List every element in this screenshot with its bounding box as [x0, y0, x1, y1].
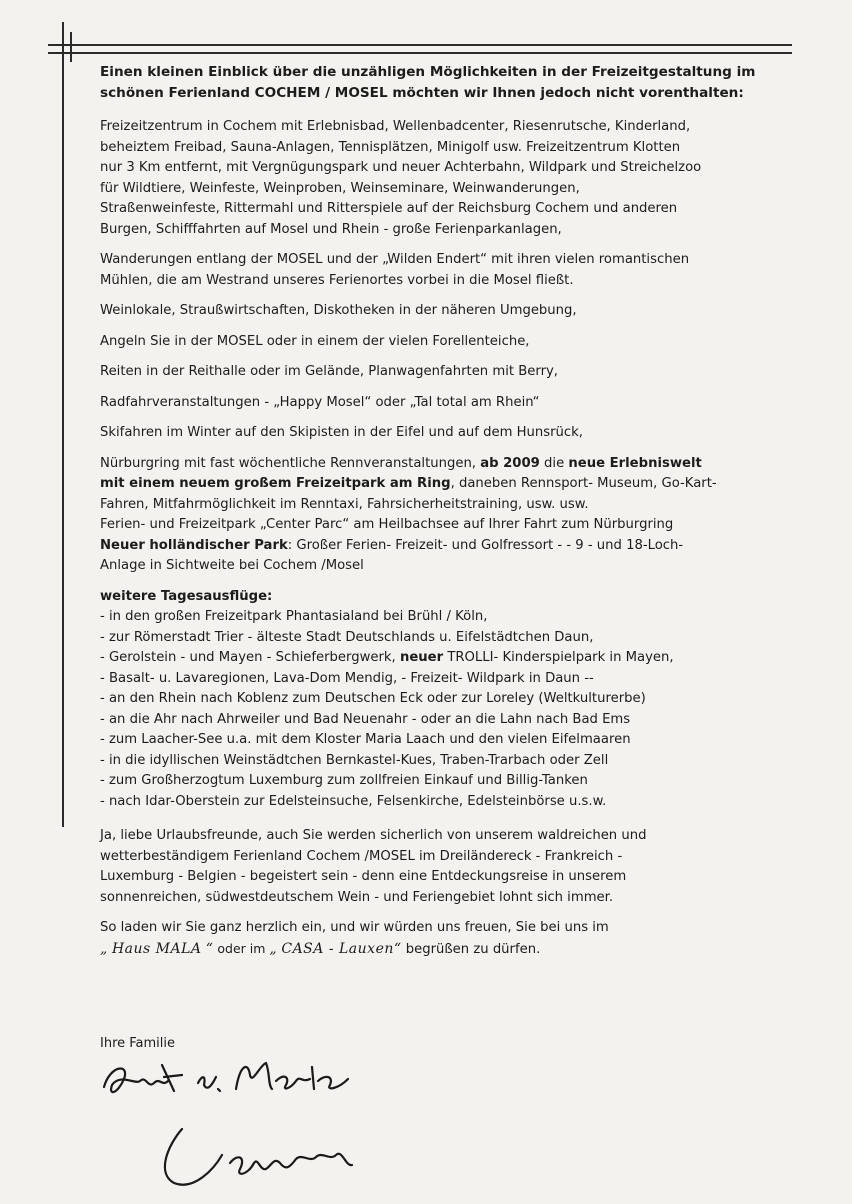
list-item: - zum Laacher-See u.a. mit dem Kloster Maria Laach und den vielen Eifelmaaren: [100, 732, 631, 747]
top-rule: [48, 44, 792, 46]
list-item: - an den Rhein nach Koblenz zum Deutschen Eck oder zur Loreley (Weltkulturerbe): [100, 691, 646, 706]
top-rule-secondary: [48, 52, 792, 54]
list-item: - Basalt- u. Lavaregionen, Lava-Dom Mendig, - Freizeit- Wildpark in Daun --: [100, 670, 594, 686]
list-item: - Gerolstein - und Mayen - Schieferbergwerk, neuer TROLLI- Kinderspielpark in Mayen,: [100, 650, 674, 665]
margin-rule: [62, 22, 64, 827]
signature-label: Ihre Familie: [100, 1036, 176, 1051]
invitation-paragraph: So laden wir Sie ganz herzlich ein, und wir würden uns freuen, Sie bei uns im „ Haus MALA “ oder im „ CASA - Lauxen“ begrüßen zu dürfen.: [100, 920, 609, 957]
list-item: - nach Idar-Oberstein zur Edelsteinsuche, Felsenkirche, Edelsteinbörse u.s.w.: [100, 793, 607, 809]
skiing-line: Skifahren im Winter auf den Skipisten in der Eifel und auf dem Hunsrück,: [100, 425, 583, 440]
hiking-paragraph: Wanderungen entlang der MOSEL und der „Wilden Endert“ mit ihren vielen romantischen Mühlen, die am Westrand unseres Ferienortes vorbei in die Mosel fließt.: [100, 252, 690, 288]
day-trips-section: [100, 587, 800, 813]
riding-line: Reiten in der Reithalle oder im Gelände, Planwagenfahrten mit Berry,: [100, 364, 559, 379]
letter-body: [100, 62, 800, 970]
handwritten-signature: [90, 1045, 410, 1195]
house-name-casa-lauxen: CASA - Lauxen: [281, 940, 394, 957]
intro-paragraph: Einen kleinen Einblick über die unzähligen Möglichkeiten in der Freizeitgestaltung im schönen Ferienland COCHEM / MOSEL möchten wir Ihnen jedoch nicht vorenthalten:: [100, 64, 756, 101]
nuerburgring-paragraph: Nürburgring mit fast wöchentliche Rennveranstaltungen, ab 2009 die neue Erlebniswelt mit einem neuem großem Freizeitpark am Ring, daneben Rennsport- Museum, Go-Kart- Fahren, Mitfahrmöglichkeit im Renntaxi, Fahrsicherheitstraining, usw. usw. Ferien- und Freizeitpark „Center Parc“ am Heilbachsee auf Ihrer Fahrt zum Nürburgring Neuer holländischer Park: Großer Ferien- Freizeit- und Golfressort - - 9 - und 18-Loch- Anlage in Sichtweite bei Cochem /Mosel: [100, 455, 717, 573]
house-name-mala: Haus MALA: [111, 940, 202, 957]
list-item: - zum Großherzogtum Luxemburg zum zollfreien Einkauf und Billig-Tanken: [100, 773, 588, 788]
margin-rule-secondary: [70, 32, 72, 62]
list-item: - zur Römerstadt Trier - älteste Stadt Deutschlands u. Eifelstädtchen Daun,: [100, 629, 594, 645]
list-item: - in die idyllischen Weinstädtchen Bernkastel-Kues, Traben-Trarbach oder Zell: [100, 752, 609, 768]
list-item: - an die Ahr nach Ahrweiler und Bad Neuenahr - oder an die Lahn nach Bad Ems: [100, 711, 631, 727]
leisure-paragraph: Freizeitzentrum in Cochem mit Erlebnisbad, Wellenbadcenter, Riesenrutsche, Kinderland, beheiztem Freibad, Sauna-Anlagen, Tennisplätzen, Minigolf usw. Freizeitzentrum Klotten nur 3 Km entfernt, mit Vergnügungspark und neuer Achterbahn, Wildpark und Streichelzoo für Wildtiere, Weinfeste, Weinproben, Weinseminare, Weinwanderungen, Straßenweinfeste, Rittermahl und Ritterspiele auf der Reichsburg Cochem und anderen Burgen, Schifffahrten auf Mosel und Rhein - große Ferienparkanlagen,: [100, 119, 702, 237]
closing-paragraph: Ja, liebe Urlaubsfreunde, auch Sie werden sicherlich von unserem waldreichen und wetterbeständigem Ferienland Cochem /MOSEL im Dreiländereck - Frankreich - Luxemburg - Belgien - begeistert sein - denn eine Entdeckungsreise in unserem sonnenreichen, südwestdeutschem Wein - und Feriengebiet lohnt sich immer.: [100, 828, 647, 905]
fishing-line: Angeln Sie in der MOSEL oder in einem der vielen Forellenteiche,: [100, 333, 530, 349]
list-item: - in den großen Freizeitpark Phantasialand bei Brühl / Köln,: [100, 609, 488, 624]
cycling-line: Radfahrveranstaltungen - „Happy Mosel“ oder „Tal total am Rhein“: [100, 394, 540, 410]
day-trips-heading: weitere Tagesausflüge:: [100, 588, 273, 604]
wine-bars-line: Weinlokale, Straußwirtschaften, Diskotheken in der näheren Umgebung,: [100, 303, 577, 318]
